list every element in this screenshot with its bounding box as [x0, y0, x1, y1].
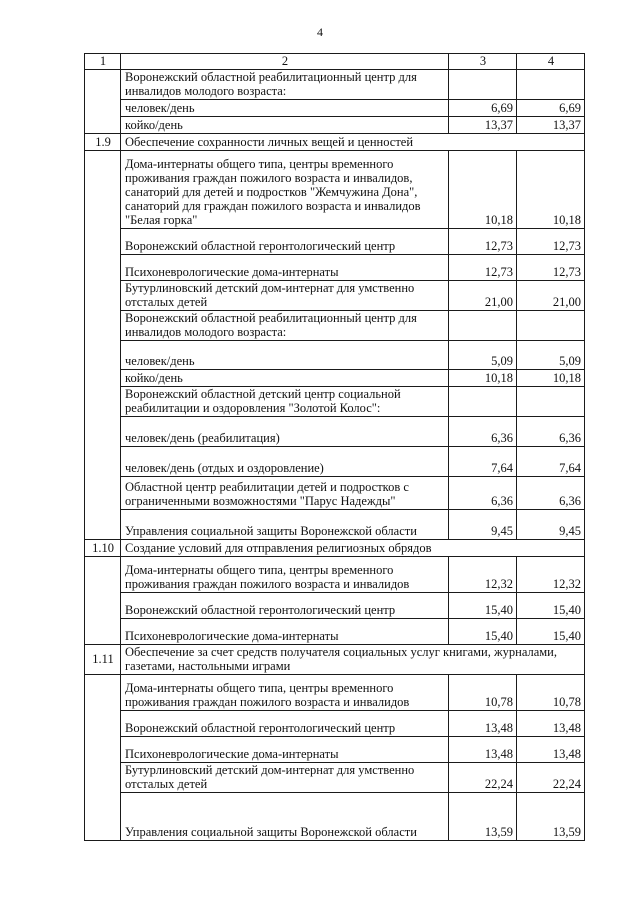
value-col-4: 5,09	[517, 341, 585, 370]
value-col-3: 9,45	[449, 510, 517, 540]
header-col-3: 3	[449, 54, 517, 70]
value-col-4: 9,45	[517, 510, 585, 540]
row-label: Воронежский областной реабилитационный центр для инвалидов молодого возраста:	[121, 70, 449, 100]
row-label: человек/день (реабилитация)	[121, 417, 449, 447]
section-title: Обеспечение за счет средств получателя социальных услуг книгами, журналами, газетами, настольными играми	[121, 645, 585, 675]
value-col-3: 13,59	[449, 793, 517, 841]
page-number: 4	[317, 25, 323, 39]
table-row	[85, 477, 585, 510]
value-col-4	[517, 387, 585, 417]
value-col-3: 13,48	[449, 711, 517, 737]
value-col-3: 7,64	[449, 447, 517, 477]
table-row	[85, 387, 585, 417]
value-col-4: 10,78	[517, 675, 585, 711]
table-row	[85, 311, 585, 341]
value-col-3: 15,40	[449, 619, 517, 645]
value-col-3	[449, 70, 517, 100]
section-row	[85, 134, 585, 151]
table-row	[85, 417, 585, 447]
value-col-4: 6,36	[517, 477, 585, 510]
row-label: Воронежский областной реабилитационный центр для инвалидов молодого возраста:	[121, 311, 449, 341]
value-col-3: 10,18	[449, 370, 517, 387]
value-col-4: 6,36	[517, 417, 585, 447]
section-title: Создание условий для отправления религиозных обрядов	[121, 540, 585, 557]
header-col-2: 2	[121, 54, 449, 70]
row-label: Воронежский областной геронтологический центр	[121, 593, 449, 619]
section-cell	[85, 675, 121, 841]
row-label: человек/день	[121, 100, 449, 117]
value-col-4: 10,18	[517, 151, 585, 229]
row-label: Воронежский областной геронтологический центр	[121, 711, 449, 737]
table-row	[85, 593, 585, 619]
row-label: Управления социальной защиты Воронежской области	[121, 510, 449, 540]
value-col-4: 12,73	[517, 255, 585, 281]
value-col-3: 13,37	[449, 117, 517, 134]
section-number: 1.9	[85, 134, 121, 151]
value-col-3: 12,73	[449, 229, 517, 255]
row-label: Психоневрологические дома-интернаты	[121, 737, 449, 763]
value-col-4: 7,64	[517, 447, 585, 477]
value-col-3	[449, 311, 517, 341]
value-col-4: 6,69	[517, 100, 585, 117]
value-col-4: 22,24	[517, 763, 585, 793]
table-row	[85, 70, 585, 100]
section-title: Обеспечение сохранности личных вещей и ценностей	[121, 134, 585, 151]
row-label: Областной центр реабилитации детей и подростков с ограниченными возможностями "Парус Надежды"	[121, 477, 449, 510]
section-row	[85, 540, 585, 557]
table-row	[85, 763, 585, 793]
section-number: 1.11	[85, 645, 121, 675]
section-cell	[85, 557, 121, 645]
value-col-3: 10,78	[449, 675, 517, 711]
value-col-3: 22,24	[449, 763, 517, 793]
value-col-3	[449, 387, 517, 417]
table-row	[85, 281, 585, 311]
row-label: Психоневрологические дома-интернаты	[121, 255, 449, 281]
row-label: Бутурлиновский детский дом-интернат для умственно отсталых детей	[121, 281, 449, 311]
value-col-4: 12,73	[517, 229, 585, 255]
header-col-4: 4	[517, 54, 585, 70]
table-row	[85, 619, 585, 645]
value-col-3: 12,32	[449, 557, 517, 593]
row-label: Дома-интернаты общего типа, центры временного проживания граждан пожилого возраста и инвалидов, санаторий для детей и подростков "Жемчужина Дона", санаторий для граждан пожилого возраста и инвалидов "Белая горка"	[121, 151, 449, 229]
value-col-4: 13,59	[517, 793, 585, 841]
value-col-4: 10,18	[517, 370, 585, 387]
table-row	[85, 370, 585, 387]
table-row	[85, 711, 585, 737]
value-col-4	[517, 70, 585, 100]
table-row	[85, 255, 585, 281]
row-label: Воронежский областной детский центр социальной реабилитации и оздоровления "Золотой Колос":	[121, 387, 449, 417]
table-header-row	[85, 54, 585, 70]
value-col-4: 13,48	[517, 711, 585, 737]
value-col-4: 13,48	[517, 737, 585, 763]
tariff-table	[84, 53, 585, 841]
table-row	[85, 100, 585, 117]
table-row	[85, 557, 585, 593]
value-col-4: 12,32	[517, 557, 585, 593]
header-col-1: 1	[85, 54, 121, 70]
value-col-3: 5,09	[449, 341, 517, 370]
row-label: Управления социальной защиты Воронежской области	[121, 793, 449, 841]
row-label: человек/день (отдых и оздоровление)	[121, 447, 449, 477]
row-label: Дома-интернаты общего типа, центры временного проживания граждан пожилого возраста и инвалидов	[121, 675, 449, 711]
value-col-3: 13,48	[449, 737, 517, 763]
value-col-4: 15,40	[517, 593, 585, 619]
row-label: человек/день	[121, 341, 449, 370]
table-row	[85, 151, 585, 229]
value-col-3: 6,36	[449, 477, 517, 510]
section-row	[85, 645, 585, 675]
value-col-3: 6,69	[449, 100, 517, 117]
row-label: Психоневрологические дома-интернаты	[121, 619, 449, 645]
value-col-3: 15,40	[449, 593, 517, 619]
value-col-3: 21,00	[449, 281, 517, 311]
table-row	[85, 229, 585, 255]
section-number: 1.10	[85, 540, 121, 557]
table-row	[85, 510, 585, 540]
row-label: койко/день	[121, 117, 449, 134]
value-col-4: 21,00	[517, 281, 585, 311]
value-col-4	[517, 311, 585, 341]
value-col-3: 6,36	[449, 417, 517, 447]
row-label: Дома-интернаты общего типа, центры временного проживания граждан пожилого возраста и инвалидов	[121, 557, 449, 593]
row-label: Бутурлиновский детский дом-интернат для умственно отсталых детей	[121, 763, 449, 793]
table-row	[85, 793, 585, 841]
section-cell	[85, 70, 121, 134]
table-row	[85, 737, 585, 763]
table-row	[85, 117, 585, 134]
row-label: Воронежский областной геронтологический центр	[121, 229, 449, 255]
table-row	[85, 675, 585, 711]
table-row	[85, 341, 585, 370]
table-row	[85, 447, 585, 477]
row-label: койко/день	[121, 370, 449, 387]
value-col-4: 15,40	[517, 619, 585, 645]
section-cell	[85, 151, 121, 540]
value-col-4: 13,37	[517, 117, 585, 134]
value-col-3: 12,73	[449, 255, 517, 281]
value-col-3: 10,18	[449, 151, 517, 229]
